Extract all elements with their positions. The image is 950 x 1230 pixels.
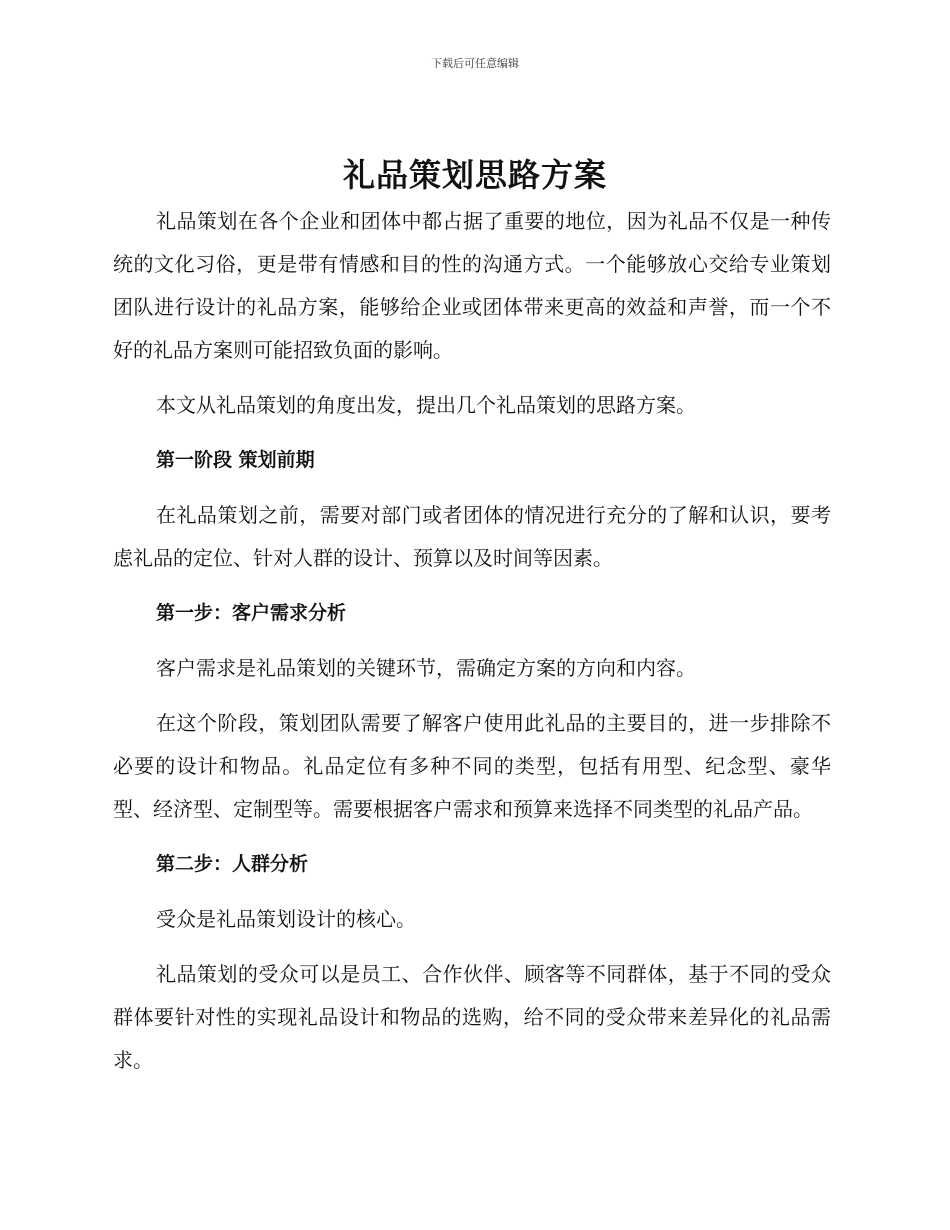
paragraph-purpose: 本文从礼品策划的角度出发，提出几个礼品策划的思路方案。	[156, 393, 696, 417]
paragraph-step-one-intro: 客户需求是礼品策划的关键环节，需确定方案的方向和内容。	[156, 656, 696, 680]
section-heading-step-two: 第二步：人群分析	[156, 853, 309, 875]
document-title: 礼品策划思路方案	[342, 156, 607, 194]
document-body	[113, 200, 831, 1094]
header-note: 下载后可任意编辑	[431, 57, 519, 70]
paragraph-step-two-intro: 受众是礼品策划设计的核心。	[156, 907, 416, 931]
paragraph-step-two-detail: 礼品策划的受众可以是员工、合作伙伴、顾客等不同群体，基于不同的受众群体要针对性的实现礼品设计和物品的选购，给不同的受众带来差异化的礼品需求。	[113, 962, 831, 1072]
paragraph-step-one-detail: 在这个阶段，策划团队需要了解客户使用此礼品的主要目的，进一步排除不必要的设计和物品。礼品定位有多种不同的类型，包括有用型、纪念型、豪华型、经济型、定制型等。需要根据客户需求和预算来选择不同类型的礼品产品。	[113, 711, 831, 821]
section-heading-stage-one: 第一阶段 策划前期	[156, 449, 315, 471]
section-heading-step-one: 第一步：客户需求分析	[156, 602, 347, 624]
paragraph-stage-one: 在礼品策划之前，需要对部门或者团体的情况进行充分的了解和认识，要考虑礼品的定位、针对人群的设计、预算以及时间等因素。	[113, 503, 831, 570]
paragraph-intro: 礼品策划在各个企业和团体中都占据了重要的地位，因为礼品不仅是一种传统的文化习俗，更是带有情感和目的性的沟通方式。一个能够放心交给专业策划团队进行设计的礼品方案，能够给企业或团体带来更高的效益和声誉，而一个不好的礼品方案则可能招致负面的影响。	[113, 209, 831, 362]
